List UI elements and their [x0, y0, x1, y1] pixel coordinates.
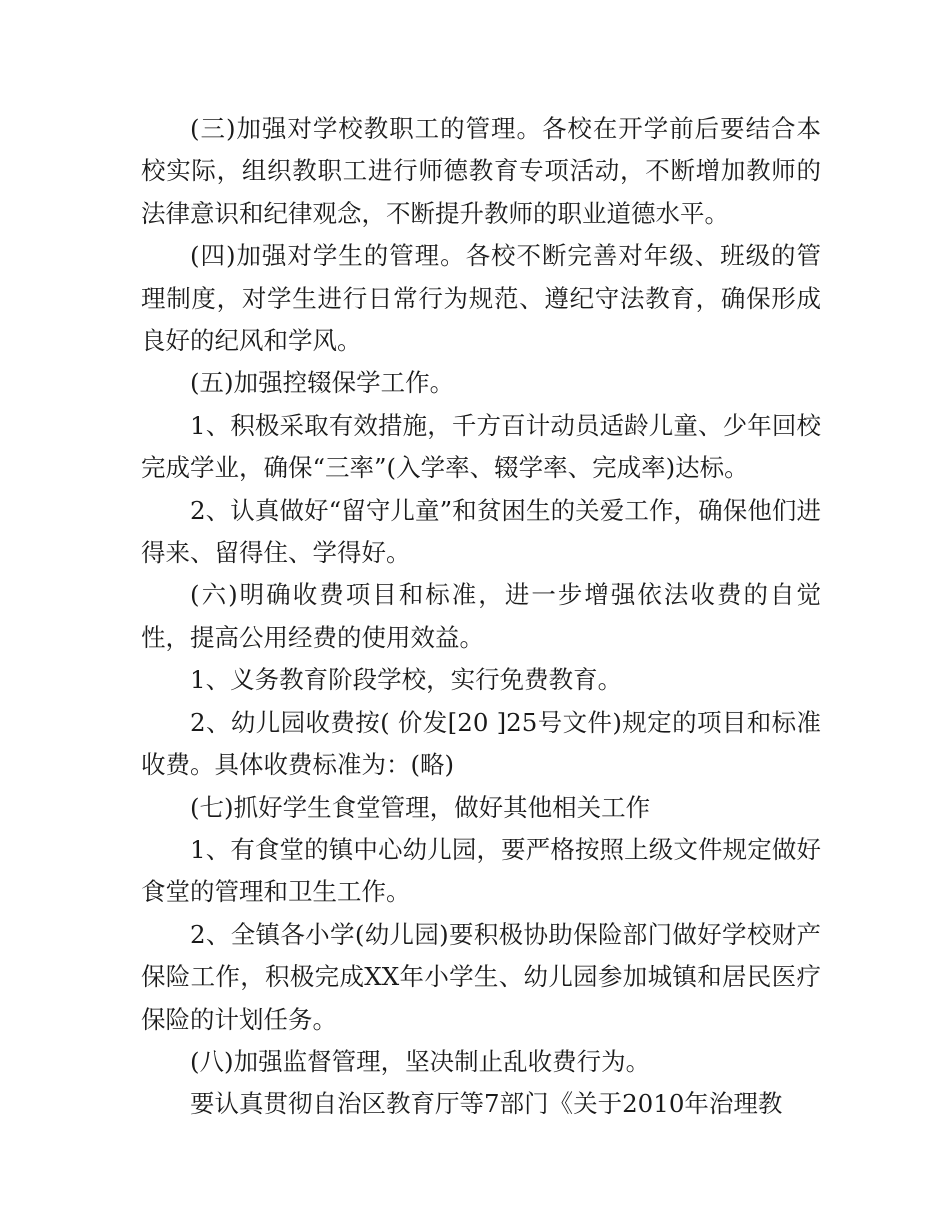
paragraph-section-7-heading: (七)抓好学生食堂管理，做好其他相关工作: [190, 792, 651, 822]
paragraph-section-5-heading: (五)加强控辍保学工作。: [190, 368, 455, 398]
paragraph-section-7-item-1: 1、有食堂的镇中心幼儿园，要严格按照上级文件规定做好食堂的管理和卫生工作。: [141, 834, 821, 907]
paragraph-section-5-item-2: 2、认真做好“留守儿童”和贫困生的关爱工作，确保他们进得来、留得住、学得好。: [141, 495, 821, 568]
paragraph-section-6-item-2: 2、幼儿园收费按( 价发[20 ]25号文件)规定的项目和标准收费。具体收费标准为：(略): [141, 707, 821, 780]
paragraph-section-6-item-1: 1、义务教育阶段学校，实行免费教育。: [190, 665, 623, 695]
document-body: [141, 108, 821, 1126]
paragraph-section-7-item-2: 2、全镇各小学(幼儿园)要积极协助保险部门做好学校财产保险工作，积极完成XX年小学生、幼儿园参加城镇和居民医疗保险的计划任务。: [141, 919, 821, 1034]
paragraph-section-3: (三)加强对学校教职工的管理。各校在开学前后要结合本校实际，组织教职工进行师德教育专项活动，不断增加教师的法律意识和纪律观念，不断提升教师的职业道德水平。: [141, 114, 821, 228]
paragraph-section-4: (四)加强对学生的管理。各校不断完善对年级、班级的管理制度，对学生进行日常行为规范、遵纪守法教育，确保形成良好的纪风和学风。: [141, 241, 821, 356]
paragraph-section-6-heading: (六)明确收费项目和标准，进一步增强依法收费的自觉性，提高公用经费的使用效益。: [141, 580, 821, 652]
paragraph-section-8-body: 要认真贯彻自治区教育厅等7部门《关于2010年治理教: [190, 1089, 783, 1119]
paragraph-section-8-heading: (八)加强监督管理，坚决制止乱收费行为。: [190, 1046, 651, 1076]
paragraph-section-5-item-1: 1、积极采取有效措施，千方百计动员适龄儿童、少年回校完成学业，确保“三率”(入学率、辍学率、完成率)达标。: [141, 410, 821, 483]
